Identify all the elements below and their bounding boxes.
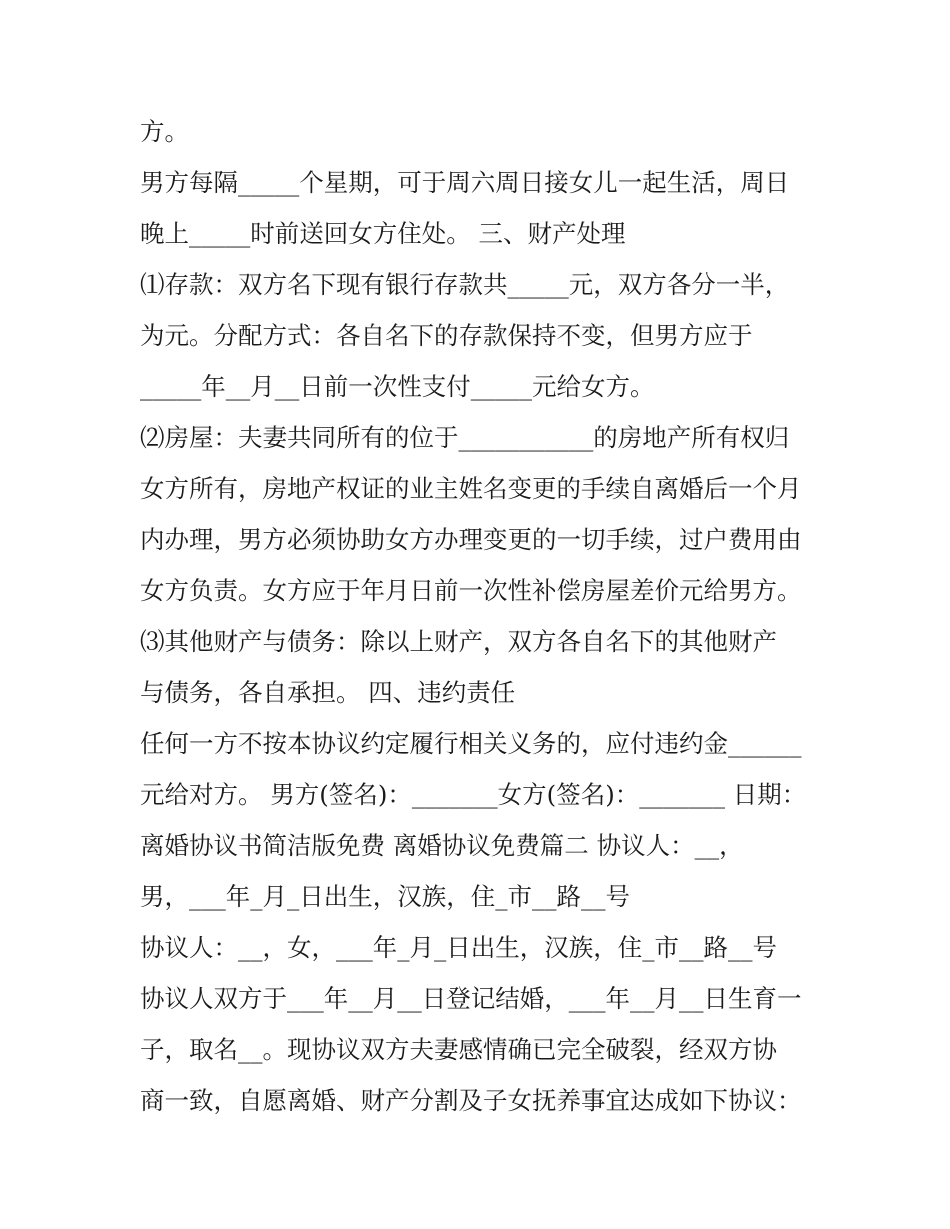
text-line-19: 子，取名__。现协议双方夫妻感情确已完全破裂，经双方协 [140, 1035, 777, 1064]
text-line-9: 内办理，男方必须协助女方办理变更的一切手续，过户费用由 [140, 525, 802, 554]
text-line-11: ⑶其他财产与债务：除以上财产，双方各自名下的其他财产 [140, 627, 777, 656]
text-line-2: 男方每隔_____个星期，可于周六周日接女儿一起生活，周日 [140, 168, 790, 197]
text-line-15: 离婚协议书简洁版免费 离婚协议免费篇二 协议人：__， [140, 831, 744, 860]
text-line-12: 与债务，各自承担。 四、违约责任 [140, 678, 516, 707]
text-line-8: 女方所有，房地产权证的业主姓名变更的手续自离婚后一个月 [140, 474, 802, 503]
text-line-6: _____年__月__日前一次性支付_____元给女方。 [140, 372, 655, 401]
text-line-4: ⑴存款：双方名下现有银行存款共_____元，双方各分一半， [140, 270, 790, 299]
text-line-18: 协议人双方于___年__月__日登记结婚，___年__月__日生育一 [140, 984, 802, 1013]
text-line-17: 协议人：__，女，___年_月_日出生，汉族，住_市__路__号 [140, 933, 777, 962]
document-body [140, 106, 820, 1126]
text-line-14: 元给对方。 男方(签名)：_______女方(签名)：_______ 日期： [140, 780, 807, 809]
text-line-1: 方。 [140, 117, 189, 146]
text-line-13: 任何一方不按本协议约定履行相关义务的，应付违约金______ [140, 729, 802, 758]
text-line-7: ⑵房屋：夫妻共同所有的位于___________的房地产所有权归 [140, 423, 790, 452]
text-line-20: 商一致，自愿离婚、财产分割及子女抚养事宜达成如下协议： [140, 1086, 802, 1115]
text-line-3: 晚上_____时前送回女方住处。 三、财产处理 [140, 219, 626, 248]
text-line-16: 男，___年_月_日出生，汉族，住_市__路__号 [140, 882, 630, 911]
text-line-10: 女方负责。女方应于年月日前一次性补偿房屋差价元给男方。 [140, 576, 802, 605]
text-line-5: 为元。分配方式：各自名下的存款保持不变，但男方应于 [140, 321, 753, 350]
